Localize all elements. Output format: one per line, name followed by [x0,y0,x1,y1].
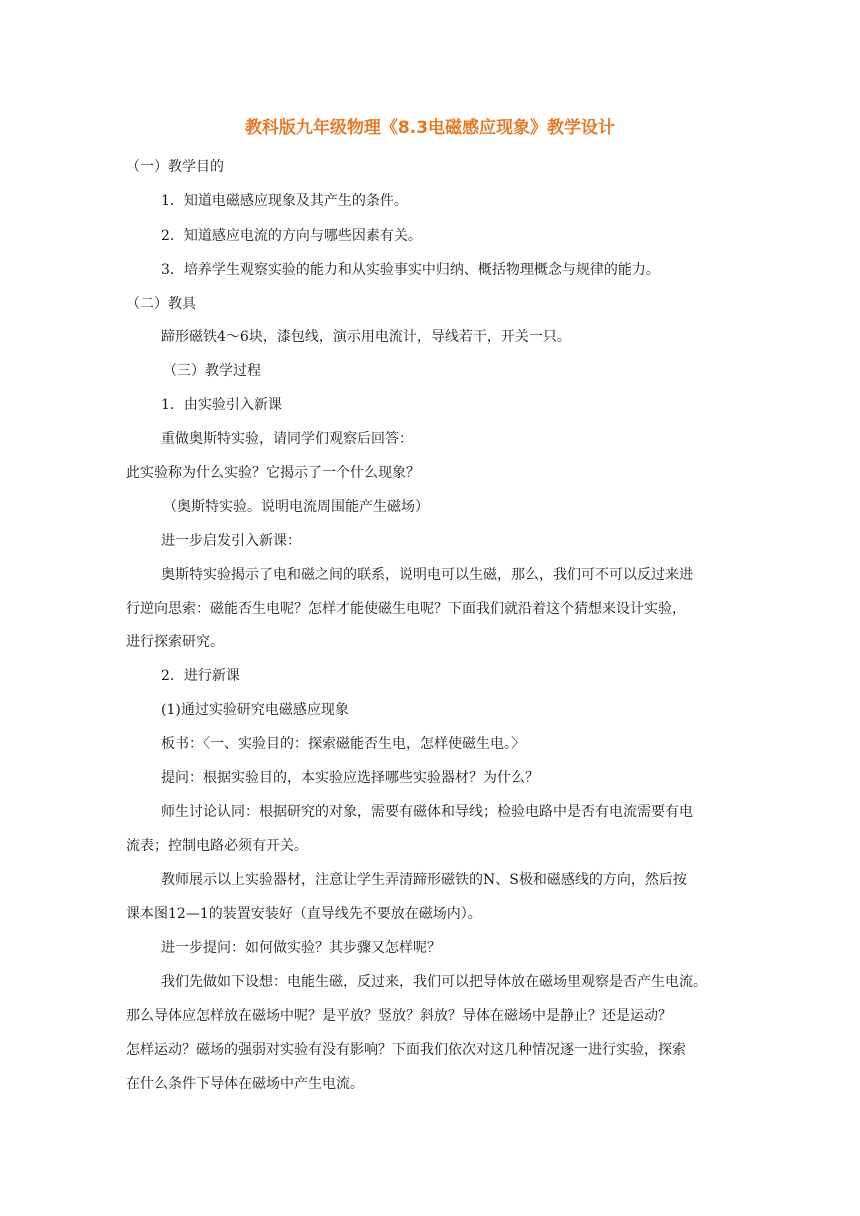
subsection-heading: (1)通过实验研究电磁感应现象 [161,702,349,718]
paragraph-line: 提问：根据实验目的，本实验应选择哪些实验器材？为什么？ [161,770,539,786]
paragraph-line: 进行探索研究。 [126,634,224,650]
section-heading-objectives: （一）教学目的 [126,159,224,175]
paragraph-line: 进一步提问：如何做实验？其步骤又怎样呢？ [161,940,441,956]
paragraph-line: 在什么条件下导体在磁场中产生电流。 [126,1076,364,1092]
paragraph-line: 流表；控制电路必须有开关。 [126,838,308,854]
paragraph-line: 进一步启发引入新课： [161,533,301,549]
paragraph-line: 怎样运动？磁场的强弱对实验有没有影响？下面我们依次对这几种情况逐一进行实验，探索 [126,1042,686,1058]
paragraph-line: 奥斯特实验揭示了电和磁之间的联系，说明电可以生磁，那么，我们可不可以反过来进 [161,567,693,583]
process-step-2-heading: 2．进行新课 [161,668,240,684]
paragraph-line: 行逆向思索：磁能否生电呢？怎样才能使磁生电呢？下面我们就沿着这个猜想来设计实验， [126,601,686,617]
section-heading-process: （三）教学过程 [163,363,261,379]
process-step-1-heading: 1．由实验引入新课 [161,397,282,413]
paragraph-line: 师生讨论认同：根据研究的对象，需要有磁体和导线；检验电路中是否有电流需要有电 [161,804,693,820]
paragraph-line: 板书：〈一、实验目的：探索磁能否生电，怎样使磁生电。〉 [161,736,525,752]
paragraph-line: 我们先做如下设想：电能生磁，反过来，我们可以把导体放在磁场里观察是否产生电流。 [161,974,707,990]
objective-item-1: 1．知道电磁感应现象及其产生的条件。 [161,193,408,209]
objective-item-3: 3．培养学生观察实验的能力和从实验事实中归纳、概括物理概念与规律的能力。 [161,262,660,278]
paragraph-line: （奥斯特实验。说明电流周围能产生磁场） [163,499,429,515]
paragraph-line: 课本图12—1的装置安装好（直导线先不要放在磁场内）。 [126,906,482,922]
document-title: 教科版九年级物理《8.3电磁感应现象》教学设计 [244,118,616,138]
paragraph-line: 重做奥斯特实验，请同学们观察后回答： [161,431,413,447]
paragraph-line: 那么导体应怎样放在磁场中呢？是平放？竖放？斜放？导体在磁场中是静止？还是运动？ [126,1008,672,1024]
equipment-text: 蹄形磁铁4～6块，漆包线，演示用电流计，导线若干，开关一只。 [161,329,571,345]
paragraph-line: 教师展示以上实验器材，注意让学生弄清蹄形磁铁的N、S极和磁感线的方向，然后按 [161,872,687,888]
section-heading-equipment: （二）教具 [126,296,196,312]
paragraph-line: 此实验称为什么实验？它揭示了一个什么现象？ [126,465,420,481]
objective-item-2: 2．知道感应电流的方向与哪些因素有关。 [161,228,422,244]
